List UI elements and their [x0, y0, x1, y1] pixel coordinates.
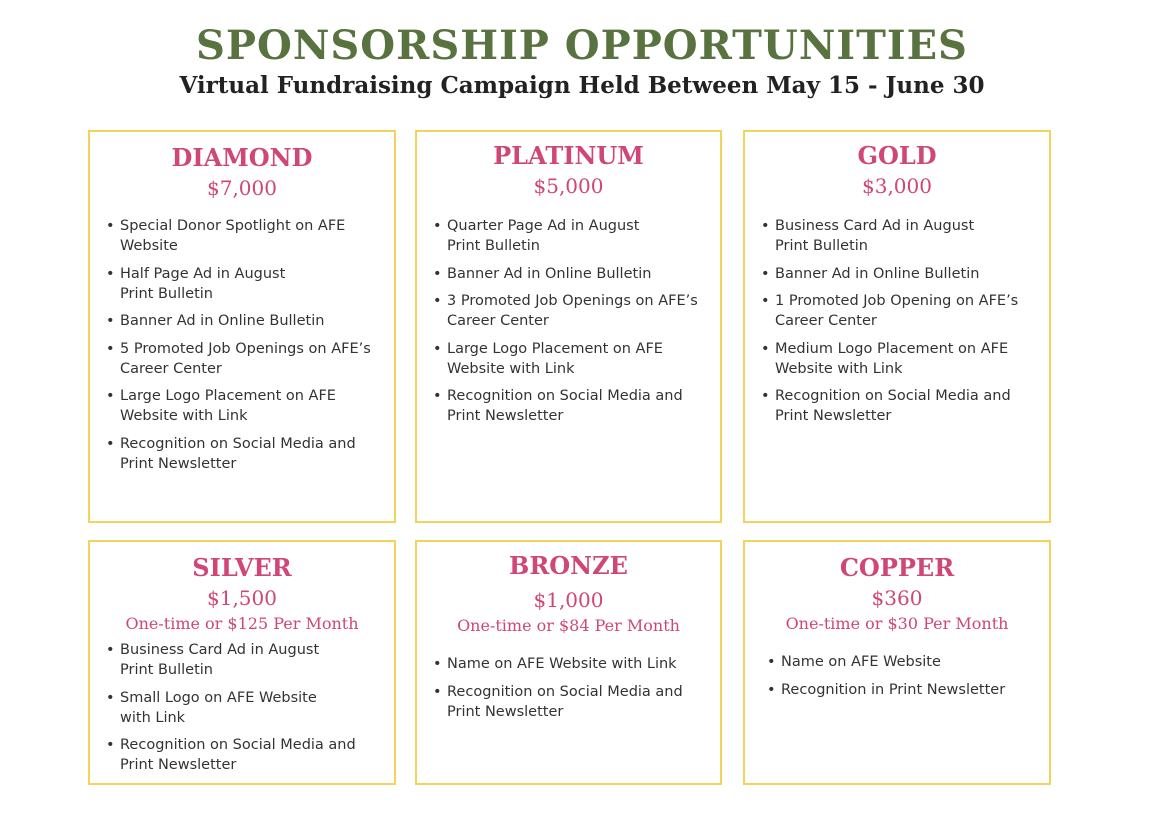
benefit-item: • Special Donor Spotlight on AFE Website [106, 216, 384, 256]
benefit-item: • Quarter Page Ad in August Print Bulletin [433, 216, 710, 256]
tier-name: SILVER [192, 553, 292, 582]
tier-name: GOLD [857, 141, 937, 170]
benefit-item: • Recognition on Social Media and Print Newsletter [106, 434, 384, 474]
benefit-item: • Recognition on Social Media and Print Newsletter [433, 682, 710, 722]
benefit-item: • Small Logo on AFE Website with Link [106, 688, 384, 728]
tier-frequency: One-time or $125 Per Month [125, 614, 359, 633]
tier-name: DIAMOND [171, 143, 313, 172]
page-title: SPONSORSHIP OPPORTUNITIES [196, 22, 968, 69]
tier-frequency: One-time or $84 Per Month [457, 616, 680, 635]
tier-price: $1,000 [533, 588, 604, 612]
benefit-item: • 3 Promoted Job Openings on AFE’s Career Center [433, 291, 710, 331]
benefit-list [90, 216, 394, 474]
benefit-item: • Banner Ad in Online Bulletin [761, 264, 1039, 284]
benefit-item: • Medium Logo Placement on AFE Website with Link [761, 339, 1039, 379]
benefit-item: • Recognition in Print Newsletter [767, 680, 1039, 700]
tier-card-platinum [415, 130, 722, 523]
tier-name: BRONZE [509, 551, 628, 580]
benefit-item: • 5 Promoted Job Openings on AFE’s Career Center [106, 339, 384, 379]
benefit-item: • Recognition on Social Media and Print Newsletter [761, 386, 1039, 426]
tier-price: $360 [871, 586, 923, 610]
benefit-item: • Recognition on Social Media and Print Newsletter [106, 735, 384, 775]
tier-name: COPPER [839, 553, 955, 582]
tier-price: $5,000 [533, 174, 604, 198]
benefit-list [90, 640, 394, 775]
benefit-list [417, 216, 720, 426]
tier-name: PLATINUM [493, 141, 644, 170]
benefit-item: • Business Card Ad in August Print Bulletin [761, 216, 1039, 256]
benefit-list [417, 654, 720, 722]
benefit-item: • Large Logo Placement on AFE Website with Link [106, 386, 384, 426]
benefit-item: • Banner Ad in Online Bulletin [106, 311, 384, 331]
tier-price: $1,500 [207, 586, 277, 610]
tier-card-gold [743, 130, 1051, 523]
benefit-item: • Name on AFE Website [767, 652, 1039, 672]
benefit-item: • Large Logo Placement on AFE Website with Link [433, 339, 710, 379]
benefit-item: • Half Page Ad in August Print Bulletin [106, 264, 384, 304]
tier-price: $3,000 [862, 174, 932, 198]
benefit-item: • Business Card Ad in August Print Bulletin [106, 640, 384, 680]
page-subtitle: Virtual Fundraising Campaign Held Between May 15 - June 30 [179, 72, 985, 99]
tier-card-copper [743, 540, 1051, 785]
benefit-list [745, 652, 1049, 700]
tier-price: $7,000 [207, 176, 277, 200]
tier-card-silver [88, 540, 396, 785]
benefit-item: • Banner Ad in Online Bulletin [433, 264, 710, 284]
benefit-list [745, 216, 1049, 426]
benefit-item: • Name on AFE Website with Link [433, 654, 710, 674]
tier-frequency: One-time or $30 Per Month [785, 614, 1009, 633]
benefit-item: • 1 Promoted Job Opening on AFE’s Career Center [761, 291, 1039, 331]
tier-card-diamond [88, 130, 396, 523]
tier-card-bronze [415, 540, 722, 785]
benefit-item: • Recognition on Social Media and Print Newsletter [433, 386, 710, 426]
